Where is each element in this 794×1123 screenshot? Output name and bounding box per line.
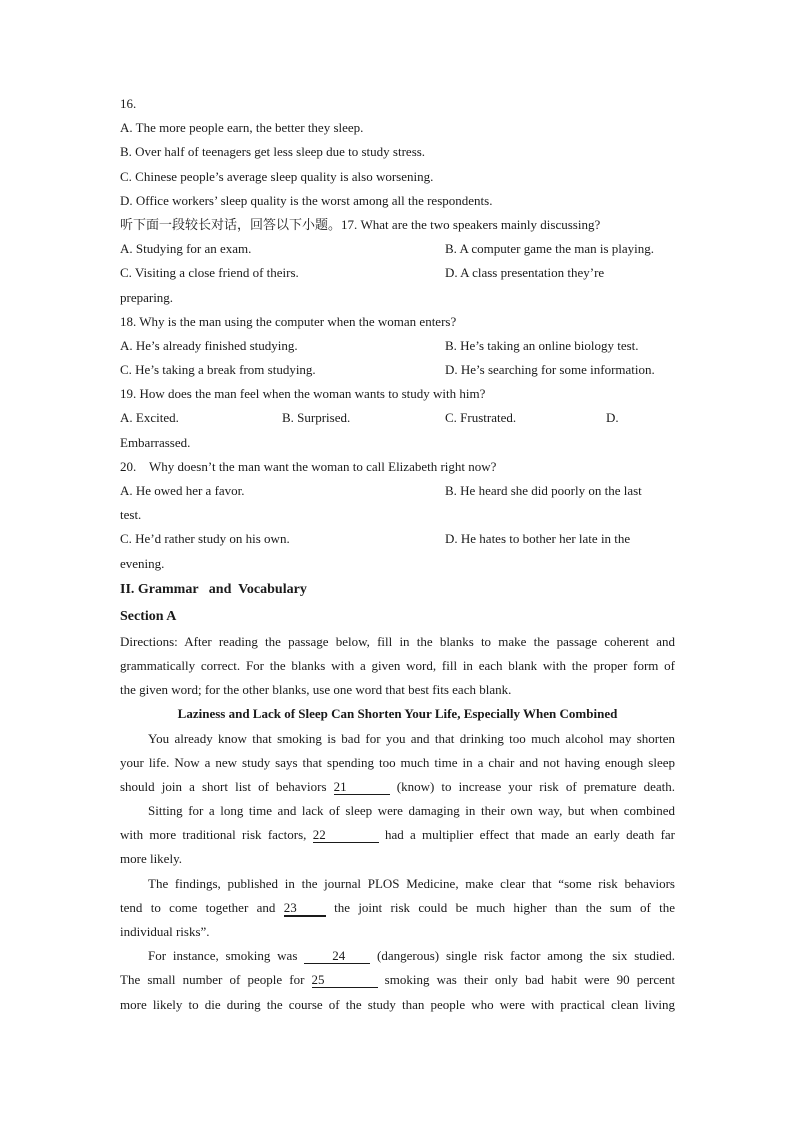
option-20c: C. He’d rather study on his own. <box>120 531 290 547</box>
option-20a: A. He owed her a favor. <box>120 483 245 498</box>
options-20-row1 <box>120 479 675 503</box>
passage-p4-line2 <box>120 968 675 992</box>
passage-p1-line2: your life. Now a new study says that spending too much time in a chair and not having enough sleep <box>120 754 675 770</box>
passage-p1-line1: You already know that smoking is bad for you and that drinking too much alcohol may shorten <box>148 730 675 746</box>
question-19: 19. How does the man feel when the woman wants to study with him? <box>120 386 486 402</box>
option-19c: C. Frustrated. <box>445 410 517 426</box>
passage-text: For instance, smoking was <box>148 948 305 964</box>
option-16d: D. Office workers’ sleep quality is the worst among all the respondents. <box>120 192 493 208</box>
passage-p4-line3: more likely to die during the course of the study than people who were with practical clean living <box>120 996 675 1012</box>
directions-line-3: the given word; for the other blanks, use one word that best fits each blank. <box>120 682 512 698</box>
passage-text: smoking was their only bad habit were 90 percent <box>377 972 675 988</box>
blank-22[interactable]: 22 <box>313 828 379 843</box>
options-18-row2 <box>120 358 675 382</box>
passage-p2-line1: Sitting for a long time and lack of sleep were damaging in their own way, but when combined <box>148 803 675 819</box>
passage-text: with more traditional risk factors, <box>120 827 313 843</box>
option-20b: B. He heard she did poorly on the last <box>445 483 642 498</box>
directions-line-1: Directions: After reading the passage below, fill in the blanks to make the passage coherent and <box>120 633 675 649</box>
question-17-line <box>120 213 675 237</box>
passage-text: the joint risk could be much higher than the sum of the <box>325 899 676 915</box>
passage-text: had a multiplier effect that made an early death far <box>378 827 675 843</box>
option-16c: C. Chinese people’s average sleep quality is also worsening. <box>120 168 434 184</box>
options-17-row2 <box>120 261 675 285</box>
blank-21[interactable]: 21 <box>334 780 390 795</box>
question-20: 20. Why doesn’t the man want the woman to call Elizabeth right now? <box>120 458 497 474</box>
directions-line-2: grammatically correct. For the blanks with a given word, fill in each blank with the proper form of <box>120 657 675 673</box>
option-18a: A. He’s already finished studying. <box>120 337 298 353</box>
option-17d-continued: preparing. <box>120 289 174 305</box>
passage-text: (dangerous) single risk factor among the six studied. <box>370 948 676 964</box>
section-a-heading: Section A <box>120 608 177 624</box>
option-19d-label: D. <box>606 410 619 426</box>
passage-title: Laziness and Lack of Sleep Can Shorten Your Life, Especially When Combined <box>177 706 618 722</box>
passage-p3-line1: The findings, published in the journal PLOS Medicine, make clear that “some risk behaviors <box>148 875 675 891</box>
option-18d: D. He’s searching for some information. <box>445 362 655 378</box>
options-17-row1 <box>120 237 675 261</box>
passage-text: should join a short list of behaviors <box>120 778 334 794</box>
passage-p4-line1 <box>120 944 675 968</box>
blank-25[interactable]: 25 <box>312 973 378 988</box>
options-18-row1 <box>120 334 675 358</box>
option-17c: C. Visiting a close friend of theirs. <box>120 265 299 281</box>
passage-text: (know) to increase your risk of premature death. <box>389 778 675 794</box>
option-19a: A. Excited. <box>120 410 179 426</box>
passage-p3-line2 <box>120 896 675 920</box>
passage-p1-line3 <box>120 775 675 799</box>
option-16b: B. Over half of teenagers get less sleep due to study stress. <box>120 144 426 160</box>
options-19-row <box>120 406 675 430</box>
passage-text: The small number of people for <box>120 972 312 988</box>
option-19d-text: Embarrassed. <box>120 434 191 450</box>
option-18c: C. He’s taking a break from studying. <box>120 362 316 378</box>
option-18b: B. He’s taking an online biology test. <box>445 337 639 353</box>
options-20-row2 <box>120 527 675 551</box>
passage-p3-line3: individual risks”. <box>120 924 210 939</box>
dialogue-intro: 听下面一段较长对话，回答以下小题。 <box>120 217 342 233</box>
passage-text: tend to come together and <box>120 899 284 915</box>
option-20b-continued: test. <box>120 507 142 523</box>
option-20d: D. He hates to bother her late in the <box>445 531 631 547</box>
passage-p2-line2 <box>120 823 675 847</box>
question-18: 18. Why is the man using the computer when the woman enters? <box>120 313 457 329</box>
option-17b: B. A computer game the man is playing. <box>445 241 655 257</box>
passage-p2-line3: more likely. <box>120 851 182 867</box>
question-17: 17. What are the two speakers mainly discussing? <box>341 216 601 232</box>
section-heading: II. Grammar and Vocabulary <box>120 581 307 597</box>
option-20d-continued: evening. <box>120 555 165 571</box>
blank-23[interactable]: 23 <box>284 901 326 917</box>
option-16a: A. The more people earn, the better they sleep. <box>120 120 364 136</box>
option-17a: A. Studying for an exam. <box>120 241 252 257</box>
exam-page <box>120 92 675 1017</box>
blank-24[interactable]: 24 <box>304 949 370 964</box>
option-17d: D. A class presentation they’re <box>445 265 605 281</box>
option-19b: B. Surprised. <box>282 410 351 426</box>
question-16-number: 16. <box>120 96 137 111</box>
